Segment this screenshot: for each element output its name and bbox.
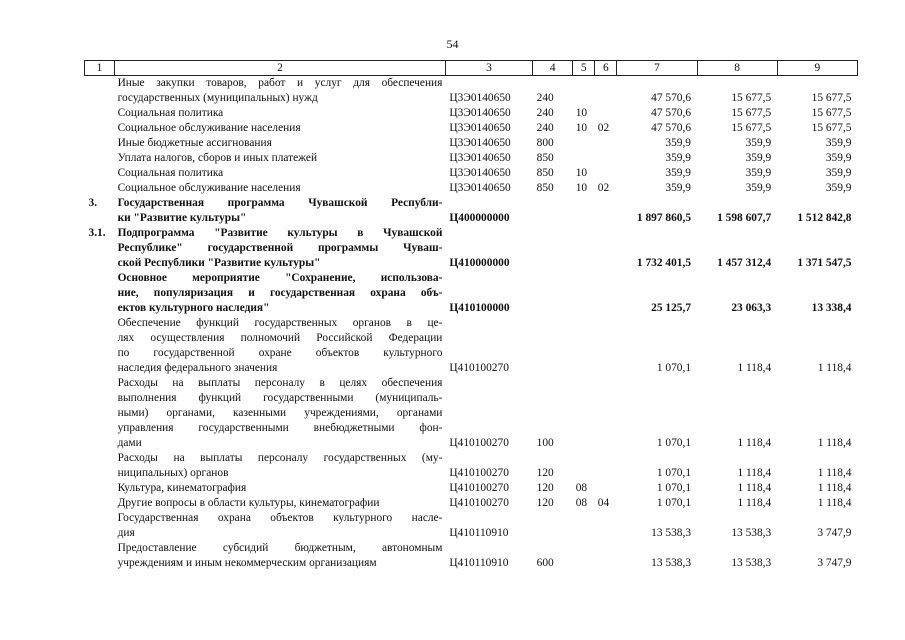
page-number: 54 bbox=[446, 37, 459, 51]
row-name bbox=[115, 451, 446, 481]
amount-col-9: 3 747,9 bbox=[817, 557, 852, 569]
row-name-line: Предоставление субсидий бюджетным, автономным bbox=[117, 542, 443, 554]
target-article-code: Ц410100270 bbox=[449, 362, 509, 374]
expenditure-type: 240 bbox=[536, 107, 554, 119]
row-name-line: Республике" государственной программы Чуваш- bbox=[117, 242, 443, 254]
expenditure-type: 100 bbox=[536, 437, 554, 449]
amount-col-7: 1 897 860,5 bbox=[636, 212, 692, 224]
table-row bbox=[85, 166, 858, 181]
amount-col-7: 359,9 bbox=[665, 167, 692, 179]
table-row bbox=[85, 511, 858, 541]
amount-col-7: 359,9 bbox=[665, 182, 692, 194]
subsection-code bbox=[595, 541, 617, 571]
section-code: 08 bbox=[575, 497, 588, 509]
row-name bbox=[115, 481, 446, 496]
row-name-line: управления государственными внебюджетными фон- bbox=[117, 422, 443, 434]
subsection-code bbox=[595, 106, 617, 121]
target-article-code: Ц410110910 bbox=[449, 557, 509, 569]
amount-col-8: 1 598 607,7 bbox=[717, 212, 772, 224]
amount-col-7: 1 070,1 bbox=[656, 497, 692, 509]
amount-col-8: 1 118,4 bbox=[737, 467, 772, 479]
amount-col-9: 1 371 547,5 bbox=[797, 257, 852, 269]
expenditure-type bbox=[533, 226, 573, 271]
row-number bbox=[85, 541, 115, 571]
row-name-line: Другие вопросы в области культуры, кинематографии bbox=[117, 497, 380, 509]
amount-col-8: 359,9 bbox=[745, 182, 772, 194]
expenditure-type: 800 bbox=[536, 137, 554, 149]
column-header-6: 6 bbox=[595, 61, 617, 76]
row-name-line: Уплата налогов, сборов и иных платежей bbox=[117, 152, 318, 164]
row-name-line: учреждениям и иным некоммерческим организациям bbox=[117, 557, 377, 569]
row-name bbox=[115, 226, 446, 271]
row-name-line: Основное мероприятие "Сохранение, использова- bbox=[117, 272, 443, 284]
expenditure-type: 850 bbox=[536, 167, 554, 179]
amount-col-8: 13 538,3 bbox=[731, 527, 772, 539]
subsection-code bbox=[595, 481, 617, 496]
row-number bbox=[85, 496, 115, 511]
amount-col-7: 1 732 401,5 bbox=[636, 257, 692, 269]
target-article-code: Ц410100270 bbox=[449, 482, 509, 494]
row-name-line: по государственной охране объектов культурного bbox=[117, 347, 443, 359]
table-header-row bbox=[85, 61, 858, 76]
row-number bbox=[85, 511, 115, 541]
row-number: 3. bbox=[88, 197, 98, 209]
section-code bbox=[573, 451, 595, 481]
expenditure-type: 850 bbox=[536, 182, 554, 194]
column-header-7: 7 bbox=[617, 61, 697, 76]
row-number bbox=[85, 151, 115, 166]
row-name bbox=[115, 76, 446, 107]
section-code bbox=[573, 376, 595, 451]
amount-col-7: 359,9 bbox=[665, 152, 692, 164]
row-name-line: Иные закупки товаров, работ и услуг для обеспечения bbox=[117, 77, 443, 89]
expenditure-type: 600 bbox=[536, 557, 554, 569]
row-number bbox=[85, 181, 115, 196]
expenditure-type bbox=[533, 316, 573, 376]
subsection-code bbox=[595, 76, 617, 107]
subsection-code: 02 bbox=[597, 182, 610, 194]
table-row bbox=[85, 151, 858, 166]
amount-col-7: 47 570,6 bbox=[651, 107, 692, 119]
amount-col-8: 15 677,5 bbox=[731, 107, 772, 119]
amount-col-9: 1 118,4 bbox=[817, 437, 852, 449]
amount-col-9: 359,9 bbox=[825, 152, 852, 164]
table-row bbox=[85, 121, 858, 136]
table-row bbox=[85, 271, 858, 316]
amount-col-8: 1 118,4 bbox=[737, 437, 772, 449]
target-article-code: Ц400000000 bbox=[449, 212, 510, 224]
amount-col-8: 359,9 bbox=[745, 137, 772, 149]
row-name-line: Социальное обслуживание населения bbox=[117, 122, 301, 134]
row-number bbox=[85, 481, 115, 496]
section-code: 10 bbox=[575, 182, 588, 194]
row-name bbox=[115, 511, 446, 541]
table-row bbox=[85, 451, 858, 481]
row-name-line: ки "Развитие культуры" bbox=[117, 212, 247, 224]
row-number bbox=[85, 121, 115, 136]
row-name-line: наследия федерального значения bbox=[117, 362, 278, 374]
subsection-code: 02 bbox=[597, 122, 610, 134]
column-header-4: 4 bbox=[533, 61, 573, 76]
row-name-line: Расходы на выплаты персоналу государственных (му- bbox=[117, 452, 443, 464]
amount-col-8: 1 118,4 bbox=[737, 362, 772, 374]
row-number: 3.1. bbox=[88, 227, 106, 239]
subsection-code bbox=[595, 376, 617, 451]
table-row bbox=[85, 181, 858, 196]
row-name-line: выполнения функций государственными (муниципаль- bbox=[117, 392, 443, 404]
table-row bbox=[85, 316, 858, 376]
amount-col-9: 1 118,4 bbox=[817, 497, 852, 509]
table-row bbox=[85, 196, 858, 226]
column-header-5: 5 bbox=[573, 61, 595, 76]
row-name-line: Расходы на выплаты персоналу в целях обеспечения bbox=[117, 377, 443, 389]
amount-col-8: 15 677,5 bbox=[731, 122, 772, 134]
amount-col-8: 359,9 bbox=[745, 152, 772, 164]
section-code bbox=[573, 511, 595, 541]
target-article-code: Ц410110910 bbox=[449, 527, 509, 539]
subsection-code bbox=[595, 271, 617, 316]
amount-col-9: 15 677,5 bbox=[811, 107, 852, 119]
expenditure-type bbox=[533, 196, 573, 226]
subsection-code bbox=[595, 136, 617, 151]
row-name-line: ской Республики "Развитие культуры" bbox=[117, 257, 321, 269]
column-header-8: 8 bbox=[697, 61, 777, 76]
row-name-line: ными) органами, казенными учреждениями, органами bbox=[117, 407, 443, 419]
row-name bbox=[115, 496, 446, 511]
row-number bbox=[85, 451, 115, 481]
table-row bbox=[85, 541, 858, 571]
amount-col-7: 13 538,3 bbox=[651, 557, 692, 569]
amount-col-9: 359,9 bbox=[825, 137, 852, 149]
amount-col-7: 25 125,7 bbox=[651, 302, 692, 314]
target-article-code: Ц410100000 bbox=[449, 302, 510, 314]
expenditure-type: 120 bbox=[536, 467, 554, 479]
section-code: 08 bbox=[575, 482, 588, 494]
subsection-code bbox=[595, 196, 617, 226]
amount-col-9: 1 118,4 bbox=[817, 362, 852, 374]
amount-col-7: 1 070,1 bbox=[656, 437, 692, 449]
section-code: 10 bbox=[575, 107, 588, 119]
row-name-line: дами bbox=[117, 437, 142, 449]
row-name-line: Социальное обслуживание населения bbox=[117, 182, 301, 194]
amount-col-7: 359,9 bbox=[665, 137, 692, 149]
amount-col-7: 1 070,1 bbox=[656, 362, 692, 374]
subsection-code bbox=[595, 151, 617, 166]
amount-col-9: 359,9 bbox=[825, 182, 852, 194]
row-name-line: Иные бюджетные ассигнования bbox=[117, 137, 272, 149]
row-name bbox=[115, 106, 446, 121]
target-article-code: Ц410100270 bbox=[449, 467, 509, 479]
target-article-code: Ц3Э0140650 bbox=[449, 107, 511, 119]
amount-col-8: 23 063,3 bbox=[731, 302, 772, 314]
column-header-9: 9 bbox=[777, 61, 857, 76]
row-number bbox=[85, 166, 115, 181]
table-row bbox=[85, 106, 858, 121]
table-row bbox=[85, 481, 858, 496]
row-name-line: лях осуществления полномочий Российской Федерации bbox=[117, 332, 443, 344]
amount-col-8: 359,9 bbox=[745, 167, 772, 179]
amount-col-9: 359,9 bbox=[825, 167, 852, 179]
section-code: 10 bbox=[575, 167, 588, 179]
amount-col-7: 1 070,1 bbox=[656, 467, 692, 479]
target-article-code: Ц3Э0140650 bbox=[449, 122, 511, 134]
expenditure-type: 120 bbox=[536, 482, 554, 494]
amount-col-8: 1 457 312,4 bbox=[717, 257, 772, 269]
section-code bbox=[573, 196, 595, 226]
amount-col-9: 1 512 842,8 bbox=[797, 212, 852, 224]
row-number bbox=[85, 376, 115, 451]
target-article-code: Ц410100270 bbox=[449, 437, 509, 449]
amount-col-8: 13 538,3 bbox=[731, 557, 772, 569]
column-header-1: 1 bbox=[85, 61, 115, 76]
row-name bbox=[115, 271, 446, 316]
column-header-2: 2 bbox=[115, 61, 446, 76]
row-name-line: Государственная программа Чувашской Республи- bbox=[117, 197, 443, 209]
subsection-code bbox=[595, 166, 617, 181]
row-name-line: Обеспечение функций государственных органов в це- bbox=[117, 317, 443, 329]
target-article-code: Ц410100270 bbox=[449, 497, 509, 509]
amount-col-9: 15 677,5 bbox=[811, 122, 852, 134]
amount-col-7: 13 538,3 bbox=[651, 527, 692, 539]
row-name-line: дия bbox=[117, 527, 135, 539]
amount-col-8: 15 677,5 bbox=[731, 92, 772, 104]
row-name-line: Культура, кинематография bbox=[117, 482, 247, 494]
row-name-line: ние, популяризация и государственная охрана объ- bbox=[117, 287, 443, 299]
row-name bbox=[115, 136, 446, 151]
section-code bbox=[573, 136, 595, 151]
row-name-line: ектов культурного наследия" bbox=[117, 302, 270, 314]
expenditure-type bbox=[533, 511, 573, 541]
target-article-code: Ц410000000 bbox=[449, 257, 510, 269]
amount-col-8: 1 118,4 bbox=[737, 497, 772, 509]
subsection-code bbox=[595, 226, 617, 271]
subsection-code bbox=[595, 316, 617, 376]
row-name bbox=[115, 181, 446, 196]
row-name bbox=[115, 376, 446, 451]
row-number bbox=[85, 316, 115, 376]
amount-col-9: 1 118,4 bbox=[817, 482, 852, 494]
row-name bbox=[115, 166, 446, 181]
section-code bbox=[573, 76, 595, 107]
expenditure-type: 120 bbox=[536, 497, 554, 509]
expenditure-type: 850 bbox=[536, 152, 554, 164]
row-name-line: государственных (муниципальных) нужд bbox=[117, 92, 318, 104]
row-number bbox=[85, 271, 115, 316]
budget-table bbox=[84, 60, 858, 571]
row-name bbox=[115, 196, 446, 226]
target-article-code: Ц3Э0140650 bbox=[449, 152, 511, 164]
amount-col-8: 1 118,4 bbox=[737, 482, 772, 494]
table-row bbox=[85, 136, 858, 151]
expenditure-type: 240 bbox=[536, 92, 554, 104]
target-article-code: Ц3Э0140650 bbox=[449, 167, 511, 179]
section-code bbox=[573, 226, 595, 271]
row-name bbox=[115, 121, 446, 136]
amount-col-9: 1 118,4 bbox=[817, 467, 852, 479]
table-row bbox=[85, 376, 858, 451]
row-name-line: ниципальных) органов bbox=[117, 467, 229, 479]
row-name bbox=[115, 316, 446, 376]
row-number bbox=[85, 136, 115, 151]
section-code bbox=[573, 271, 595, 316]
target-article-code: Ц3Э0140650 bbox=[449, 137, 511, 149]
section-code bbox=[573, 151, 595, 166]
row-number bbox=[85, 106, 115, 121]
table-row bbox=[85, 76, 858, 107]
row-name bbox=[115, 151, 446, 166]
column-header-3: 3 bbox=[445, 61, 532, 76]
target-article-code: Ц3Э0140650 bbox=[449, 182, 511, 194]
amount-col-7: 1 070,1 bbox=[656, 482, 692, 494]
row-name bbox=[115, 541, 446, 571]
target-article-code: Ц3Э0140650 bbox=[449, 92, 511, 104]
subsection-code: 04 bbox=[597, 497, 610, 509]
row-name-line: Государственная охрана объектов культурного насле- bbox=[117, 512, 443, 524]
amount-col-7: 47 570,6 bbox=[651, 122, 692, 134]
expenditure-type: 240 bbox=[536, 122, 554, 134]
section-code: 10 bbox=[575, 122, 588, 134]
row-name-line: Социальная политика bbox=[117, 107, 224, 119]
amount-col-9: 3 747,9 bbox=[817, 527, 852, 539]
row-name-line: Социальная политика bbox=[117, 167, 224, 179]
table-body bbox=[85, 76, 858, 572]
row-number bbox=[85, 76, 115, 107]
subsection-code bbox=[595, 511, 617, 541]
table-row bbox=[85, 226, 858, 271]
amount-col-7: 47 570,6 bbox=[651, 92, 692, 104]
expenditure-type bbox=[533, 271, 573, 316]
amount-col-9: 13 338,4 bbox=[811, 302, 852, 314]
section-code bbox=[573, 316, 595, 376]
subsection-code bbox=[595, 451, 617, 481]
section-code bbox=[573, 541, 595, 571]
amount-col-9: 15 677,5 bbox=[811, 92, 852, 104]
table-row bbox=[85, 496, 858, 511]
row-name-line: Подпрограмма "Развитие культуры в Чувашской bbox=[117, 227, 443, 239]
